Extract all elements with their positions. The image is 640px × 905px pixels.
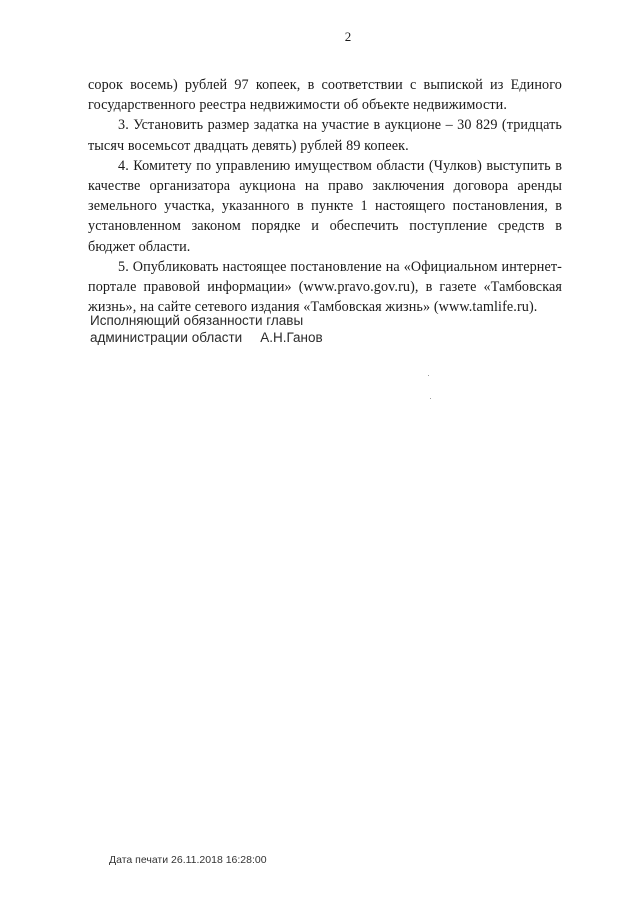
signature-title-line1: Исполняющий обязанности главы [90, 313, 304, 328]
page-number: 2 [344, 29, 352, 44]
signature-title-text: администрации области [90, 330, 243, 345]
signature-title-line2 [90, 329, 323, 346]
signature-block [90, 312, 323, 346]
scan-speck [428, 375, 429, 376]
document-body [88, 75, 562, 317]
paragraph-item-5: 5. Опубликовать настоящее постановление на «Официальном интернет-портале правовой информации» (www.pravo.gov.ru), в газете «Тамбовская жизнь», на сайте сетевого издания «Тамбовская жизнь» (www.tamlife.ru). [88, 258, 562, 316]
scan-speck [430, 398, 431, 399]
print-date: Дата печати 26.11.2018 16:28:00 [109, 854, 267, 866]
signature-name: А.Н.Ганов [260, 330, 323, 345]
paragraph-continuation: сорок восемь) рублей 97 копеек, в соответствии с выпиской из Единого государственного реестра недвижимости об объекте недвижимости. [88, 77, 562, 114]
paragraph-item-4: 4. Комитету по управлению имуществом области (Чулков) выступить в качестве организатора аукциона на право заключения договора аренды земельного участка, указанного в пункте 1 настоящего постановления, в установленном законом порядке и обеспечить поступление средств в бюджет области. [88, 157, 562, 255]
paragraph-item-3: 3. Установить размер задатка на участие в аукционе – 30 829 (тридцать тысяч восемьсот двадцать девять) рублей 89 копеек. [88, 117, 562, 154]
